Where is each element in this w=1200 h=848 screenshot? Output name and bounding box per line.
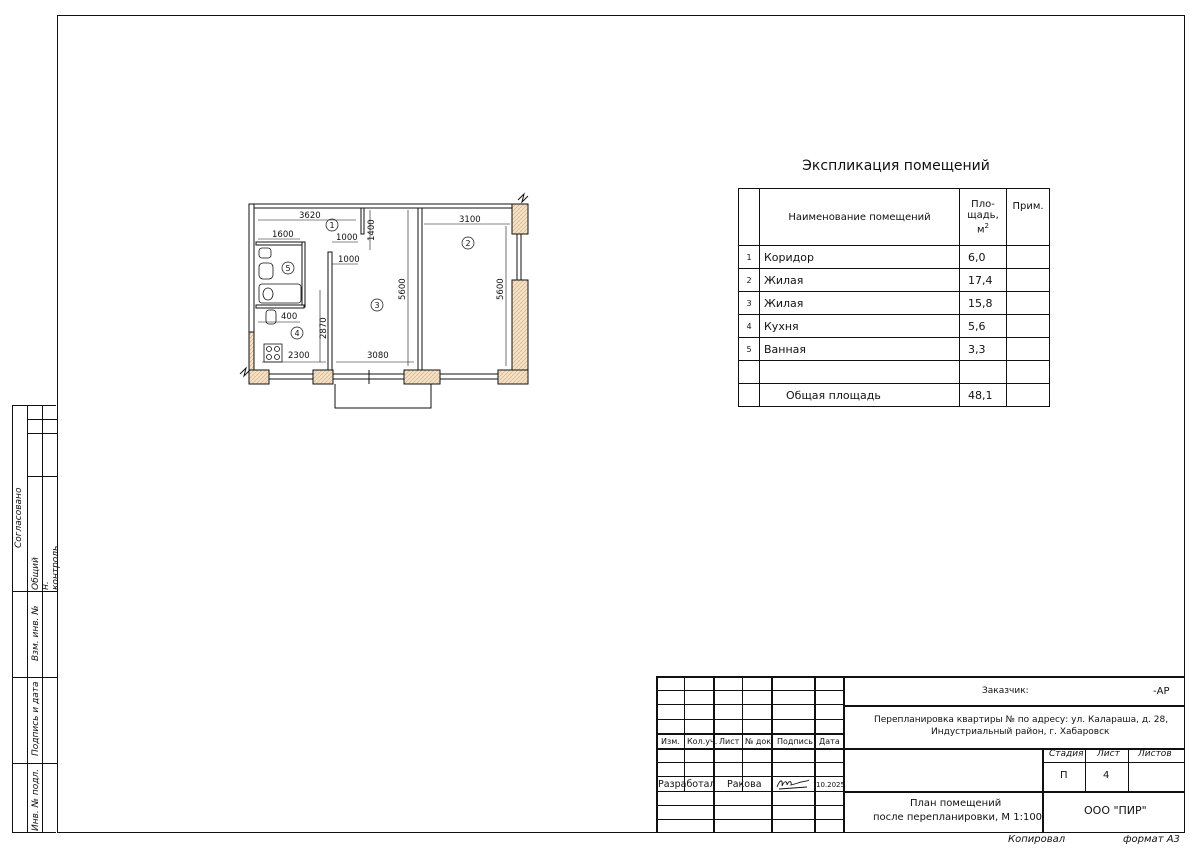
dim-1400: 1400 bbox=[367, 219, 377, 241]
dim-2300: 2300 bbox=[288, 351, 310, 361]
side-strip bbox=[12, 405, 61, 833]
room-number-2: 2 bbox=[465, 239, 471, 248]
inv-orig-label: Инв. № подл. bbox=[31, 768, 41, 831]
format-label: формат А3 bbox=[1123, 834, 1180, 845]
project-line-1: Перепланировка квартиры № по адресу: ул. Калараша, д. 28, bbox=[874, 715, 1169, 725]
dim-3620: 3620 bbox=[299, 211, 321, 221]
table-row-empty bbox=[739, 361, 1050, 384]
project-code: -АР bbox=[1153, 686, 1170, 697]
col-list: Лист bbox=[719, 737, 740, 746]
dim-1600: 1600 bbox=[272, 230, 294, 240]
table-row: 4 Кухня 5,6 bbox=[739, 315, 1050, 338]
total-area: 48,1 bbox=[960, 384, 1007, 407]
dim-5600-a: 5600 bbox=[398, 278, 408, 300]
total-row bbox=[739, 384, 1050, 407]
dim-1000-a: 1000 bbox=[336, 233, 358, 243]
sheet-value: 4 bbox=[1103, 770, 1110, 781]
customer-label: Заказчик: bbox=[982, 686, 1029, 696]
room-number-1: 1 bbox=[329, 221, 335, 230]
agreed-label: Согласовано bbox=[14, 487, 24, 548]
table-row: 3 Жилая 15,8 bbox=[739, 292, 1050, 315]
col-data: Дата bbox=[819, 737, 840, 746]
col-kol: Кол.уч. bbox=[687, 737, 718, 746]
table-row: 2 Жилая 17,4 bbox=[739, 269, 1050, 292]
room-markers bbox=[282, 219, 474, 339]
dim-2870: 2870 bbox=[319, 317, 329, 339]
copied-label: Копировал bbox=[1008, 834, 1066, 845]
stage-value: П bbox=[1060, 770, 1068, 781]
dim-3100: 3100 bbox=[459, 215, 481, 225]
sheet-title-line-2: после перепланировки, М 1:100 bbox=[873, 812, 1043, 823]
table-row: 1 Коридор 6,0 bbox=[739, 246, 1050, 269]
dim-5600-b: 5600 bbox=[496, 278, 506, 300]
col-area-header: Пло- щадь, $м^2$ bbox=[960, 189, 1007, 246]
dim-1000-b: 1000 bbox=[338, 255, 360, 265]
total-label: Общая площадь bbox=[760, 384, 960, 407]
col-podp: Подпись bbox=[777, 737, 813, 746]
developer-name: Ракова bbox=[727, 779, 762, 790]
sheets-total-header: Листов bbox=[1138, 749, 1172, 759]
room-number-5: 5 bbox=[285, 264, 291, 273]
col-name-header: Наименование помещений bbox=[760, 189, 960, 246]
inv-replace-label: Взм. инв. № bbox=[31, 605, 41, 661]
col-izm: Изм. bbox=[661, 737, 680, 746]
title-block bbox=[656, 676, 1185, 833]
table-row: 5 Ванная 3,3 bbox=[739, 338, 1050, 361]
dim-3080: 3080 bbox=[367, 351, 389, 361]
company-name: ООО "ПИР" bbox=[1084, 804, 1147, 817]
col-note-header: Прим. bbox=[1007, 189, 1050, 246]
project-line-2: Индустриальный район, г. Хабаровск bbox=[931, 727, 1110, 737]
developed-label: Разработал bbox=[658, 779, 716, 790]
dim-400: 400 bbox=[281, 312, 298, 322]
general-control-label: Общий н. контроль bbox=[31, 545, 61, 590]
room-number-3: 3 bbox=[374, 301, 380, 310]
explication-title: Экспликация помещений bbox=[802, 158, 990, 174]
explication-header-row bbox=[739, 189, 1050, 246]
explication-table bbox=[738, 188, 1050, 407]
col-ndok: № док. bbox=[745, 737, 774, 746]
sign-date-label: Подпись и дата bbox=[31, 681, 41, 756]
developed-date: 10.2025 bbox=[816, 781, 845, 789]
stage-header: Стадия bbox=[1049, 749, 1084, 759]
sheet-header: Лист bbox=[1097, 749, 1120, 759]
signature bbox=[774, 777, 812, 791]
sheet-title-line-1: План помещений bbox=[910, 798, 1002, 809]
room-number-4: 4 bbox=[294, 329, 300, 338]
floor-plan bbox=[230, 185, 540, 410]
